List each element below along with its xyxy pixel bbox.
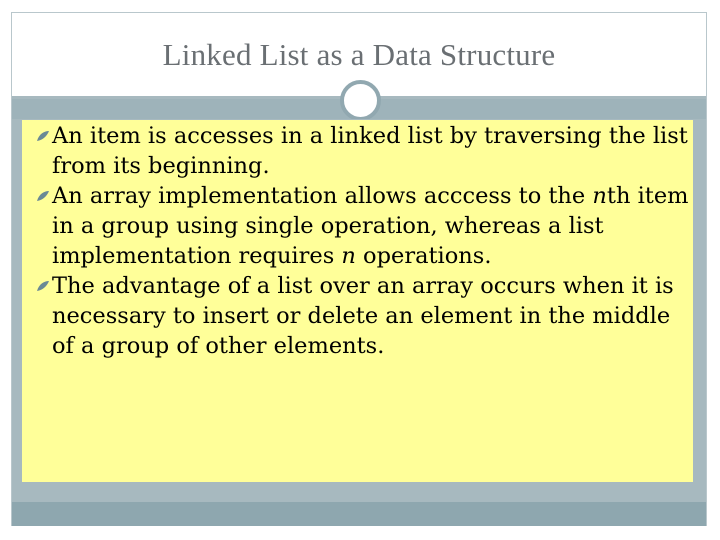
slide-title: Linked List as a Data Structure (162, 37, 556, 72)
bottom-bar (12, 502, 706, 526)
bullet-text-italic-n: n (592, 183, 607, 209)
leaf-bullet-icon (36, 130, 50, 142)
bullet-item (22, 181, 693, 271)
bullet-text-part: operations. (355, 243, 492, 269)
bullet-item (22, 271, 693, 361)
bullet-text-part: th item in a group using single operation, whereas a list implementation requires (52, 183, 689, 269)
bottom-strip (12, 482, 706, 502)
bullet-list (22, 121, 693, 361)
bullet-item (22, 121, 693, 181)
bullet-text-italic-n: n (341, 243, 356, 269)
bullet-text-part: An array implementation allows acccess to the (52, 183, 593, 209)
bullet-text: An item is accesses in a linked list by traversing the list from its beginning. (52, 123, 688, 179)
leaf-bullet-icon (36, 190, 50, 202)
bullet-text: The advantage of a list over an array occurs when it is necessary to insert or delete an element in the middle of a group of other elements. (52, 273, 674, 359)
ring-icon (340, 80, 381, 121)
content-panel (22, 120, 693, 482)
leaf-bullet-icon (36, 280, 50, 292)
